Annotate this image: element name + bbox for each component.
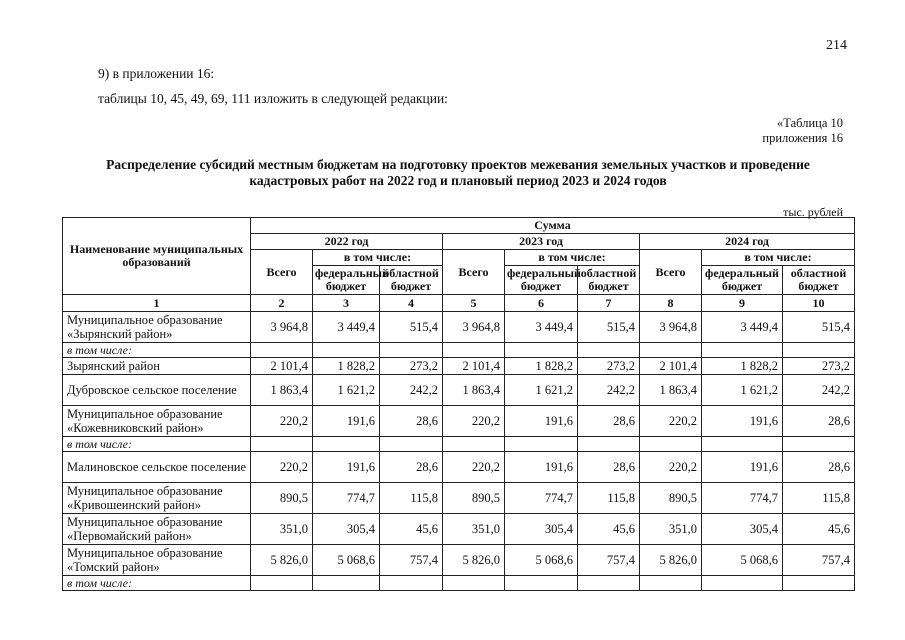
table-reference-line-1: «Таблица 10 [777,116,843,130]
including-label: в том числе: [63,437,251,452]
header-federal-2023: федеральный бюджет [505,266,578,295]
value-cell: 5 068,6 [505,545,578,576]
empty-cell [380,437,443,452]
value-cell: 774,7 [313,483,380,514]
value-cell: 273,2 [783,358,855,375]
value-cell: 2 101,4 [251,358,313,375]
header-regional-2023: областной бюджет [578,266,640,295]
value-cell: 220,2 [443,406,505,437]
value-cell: 242,2 [578,375,640,406]
table-title-line-1: Распределение субсидий местным бюджетам на подготовку проектов межевания земельных участков и проведение [106,157,810,172]
value-cell: 220,2 [640,452,702,483]
header-year-2022: 2022 год [251,234,443,250]
value-cell: 28,6 [380,406,443,437]
value-cell: 351,0 [251,514,313,545]
header-federal-2022: федеральный бюджет [313,266,380,295]
empty-cell [313,576,380,591]
municipality-name: Муниципальное образование «Кривошеинский район» [63,483,251,514]
value-cell: 220,2 [443,452,505,483]
value-cell: 351,0 [443,514,505,545]
empty-cell [251,343,313,358]
header-regional-2022: областной бюджет [380,266,443,295]
subsidy-table [62,217,855,591]
empty-cell [702,343,783,358]
column-number: 10 [783,295,855,312]
empty-cell [251,576,313,591]
table-row [63,358,855,375]
value-cell: 757,4 [783,545,855,576]
value-cell: 191,6 [702,406,783,437]
column-number: 5 [443,295,505,312]
empty-cell [380,576,443,591]
including-label: в том числе: [63,343,251,358]
municipality-name: Муниципальное образование «Зырянский район» [63,312,251,343]
value-cell: 515,4 [578,312,640,343]
header-regional-2024: областной бюджет [783,266,855,295]
header-including-2022: в том числе: [313,250,443,266]
table-row [63,545,855,576]
header-year-2024: 2024 год [640,234,855,250]
value-cell: 220,2 [251,406,313,437]
table-row [63,406,855,437]
empty-cell [640,437,702,452]
value-cell: 115,8 [380,483,443,514]
empty-cell [783,437,855,452]
value-cell: 351,0 [640,514,702,545]
header-including-2023: в том числе: [505,250,640,266]
value-cell: 1 828,2 [702,358,783,375]
value-cell: 515,4 [783,312,855,343]
value-cell: 1 863,4 [443,375,505,406]
municipality-name: Муниципальное образование «Томский район» [63,545,251,576]
value-cell: 191,6 [313,452,380,483]
value-cell: 890,5 [443,483,505,514]
table-title [62,157,854,189]
empty-cell [640,576,702,591]
value-cell: 191,6 [313,406,380,437]
table-row [63,343,855,358]
table-reference [762,116,843,146]
empty-cell [505,343,578,358]
value-cell: 305,4 [313,514,380,545]
value-cell: 45,6 [380,514,443,545]
table-body [63,312,855,591]
table-row [63,437,855,452]
value-cell: 774,7 [505,483,578,514]
value-cell: 28,6 [578,452,640,483]
value-cell: 242,2 [783,375,855,406]
column-number: 6 [505,295,578,312]
municipality-name: Муниципальное образование «Первомайский район» [63,514,251,545]
value-cell: 3 964,8 [443,312,505,343]
value-cell: 305,4 [702,514,783,545]
empty-cell [443,343,505,358]
empty-cell [640,343,702,358]
value-cell: 5 068,6 [702,545,783,576]
table-row [63,452,855,483]
empty-cell [313,343,380,358]
value-cell: 191,6 [505,452,578,483]
including-label: в том числе: [63,576,251,591]
empty-cell [578,343,640,358]
value-cell: 3 449,4 [702,312,783,343]
header-total-2024: Всего [640,250,702,295]
value-cell: 3 449,4 [313,312,380,343]
municipality-name: Дубровское сельское поселение [63,375,251,406]
value-cell: 5 068,6 [313,545,380,576]
value-cell: 2 101,4 [443,358,505,375]
table-row [63,576,855,591]
value-cell: 28,6 [783,452,855,483]
header-year-2023: 2023 год [443,234,640,250]
value-cell: 115,8 [578,483,640,514]
value-cell: 305,4 [505,514,578,545]
value-cell: 191,6 [702,452,783,483]
empty-cell [505,576,578,591]
value-cell: 28,6 [578,406,640,437]
value-cell: 757,4 [578,545,640,576]
value-cell: 28,6 [380,452,443,483]
header-including-2024: в том числе: [702,250,855,266]
empty-cell [783,343,855,358]
value-cell: 220,2 [640,406,702,437]
value-cell: 757,4 [380,545,443,576]
value-cell: 1 828,2 [505,358,578,375]
municipality-name: Малиновское сельское поселение [63,452,251,483]
table-title-line-2: кадастровых работ на 2022 год и плановый период 2023 и 2024 годов [249,173,667,188]
empty-cell [251,437,313,452]
table-row [63,514,855,545]
value-cell: 45,6 [578,514,640,545]
column-number: 7 [578,295,640,312]
page-number: 214 [826,38,847,53]
empty-cell [783,576,855,591]
empty-cell [443,576,505,591]
value-cell: 220,2 [251,452,313,483]
municipality-name: Муниципальное образование «Кожевниковский район» [63,406,251,437]
column-number: 4 [380,295,443,312]
header-federal-2024: федеральный бюджет [702,266,783,295]
units-label: тыс. рублей [783,205,843,219]
table-row [63,312,855,343]
value-cell: 3 449,4 [505,312,578,343]
empty-cell [505,437,578,452]
table-row [63,483,855,514]
value-cell: 1 863,4 [640,375,702,406]
column-number: 9 [702,295,783,312]
value-cell: 1 621,2 [313,375,380,406]
value-cell: 515,4 [380,312,443,343]
value-cell: 1 863,4 [251,375,313,406]
value-cell: 3 964,8 [251,312,313,343]
value-cell: 5 826,0 [443,545,505,576]
value-cell: 1 828,2 [313,358,380,375]
value-cell: 45,6 [783,514,855,545]
header-name-column: Наименование муниципальных образований [63,218,251,295]
empty-cell [380,343,443,358]
header-total-2022: Всего [251,250,313,295]
municipality-name: Зырянский район [63,358,251,375]
header-total-2023: Всего [443,250,505,295]
empty-cell [702,576,783,591]
value-cell: 2 101,4 [640,358,702,375]
intro-line-1: 9) в приложении 16: [98,66,215,81]
value-cell: 1 621,2 [505,375,578,406]
empty-cell [313,437,380,452]
value-cell: 115,8 [783,483,855,514]
empty-cell [578,437,640,452]
value-cell: 890,5 [640,483,702,514]
empty-cell [578,576,640,591]
column-number: 2 [251,295,313,312]
value-cell: 1 621,2 [702,375,783,406]
value-cell: 191,6 [505,406,578,437]
header-sum: Сумма [251,218,855,234]
value-cell: 774,7 [702,483,783,514]
value-cell: 5 826,0 [251,545,313,576]
value-cell: 242,2 [380,375,443,406]
column-number: 1 [63,295,251,312]
intro-line-2: таблицы 10, 45, 49, 69, 111 изложить в следующей редакции: [98,91,448,106]
value-cell: 28,6 [783,406,855,437]
column-number: 8 [640,295,702,312]
empty-cell [443,437,505,452]
table-row [63,375,855,406]
column-number: 3 [313,295,380,312]
value-cell: 273,2 [380,358,443,375]
table-reference-line-2: приложения 16 [762,131,843,145]
value-cell: 3 964,8 [640,312,702,343]
value-cell: 5 826,0 [640,545,702,576]
value-cell: 890,5 [251,483,313,514]
empty-cell [702,437,783,452]
value-cell: 273,2 [578,358,640,375]
